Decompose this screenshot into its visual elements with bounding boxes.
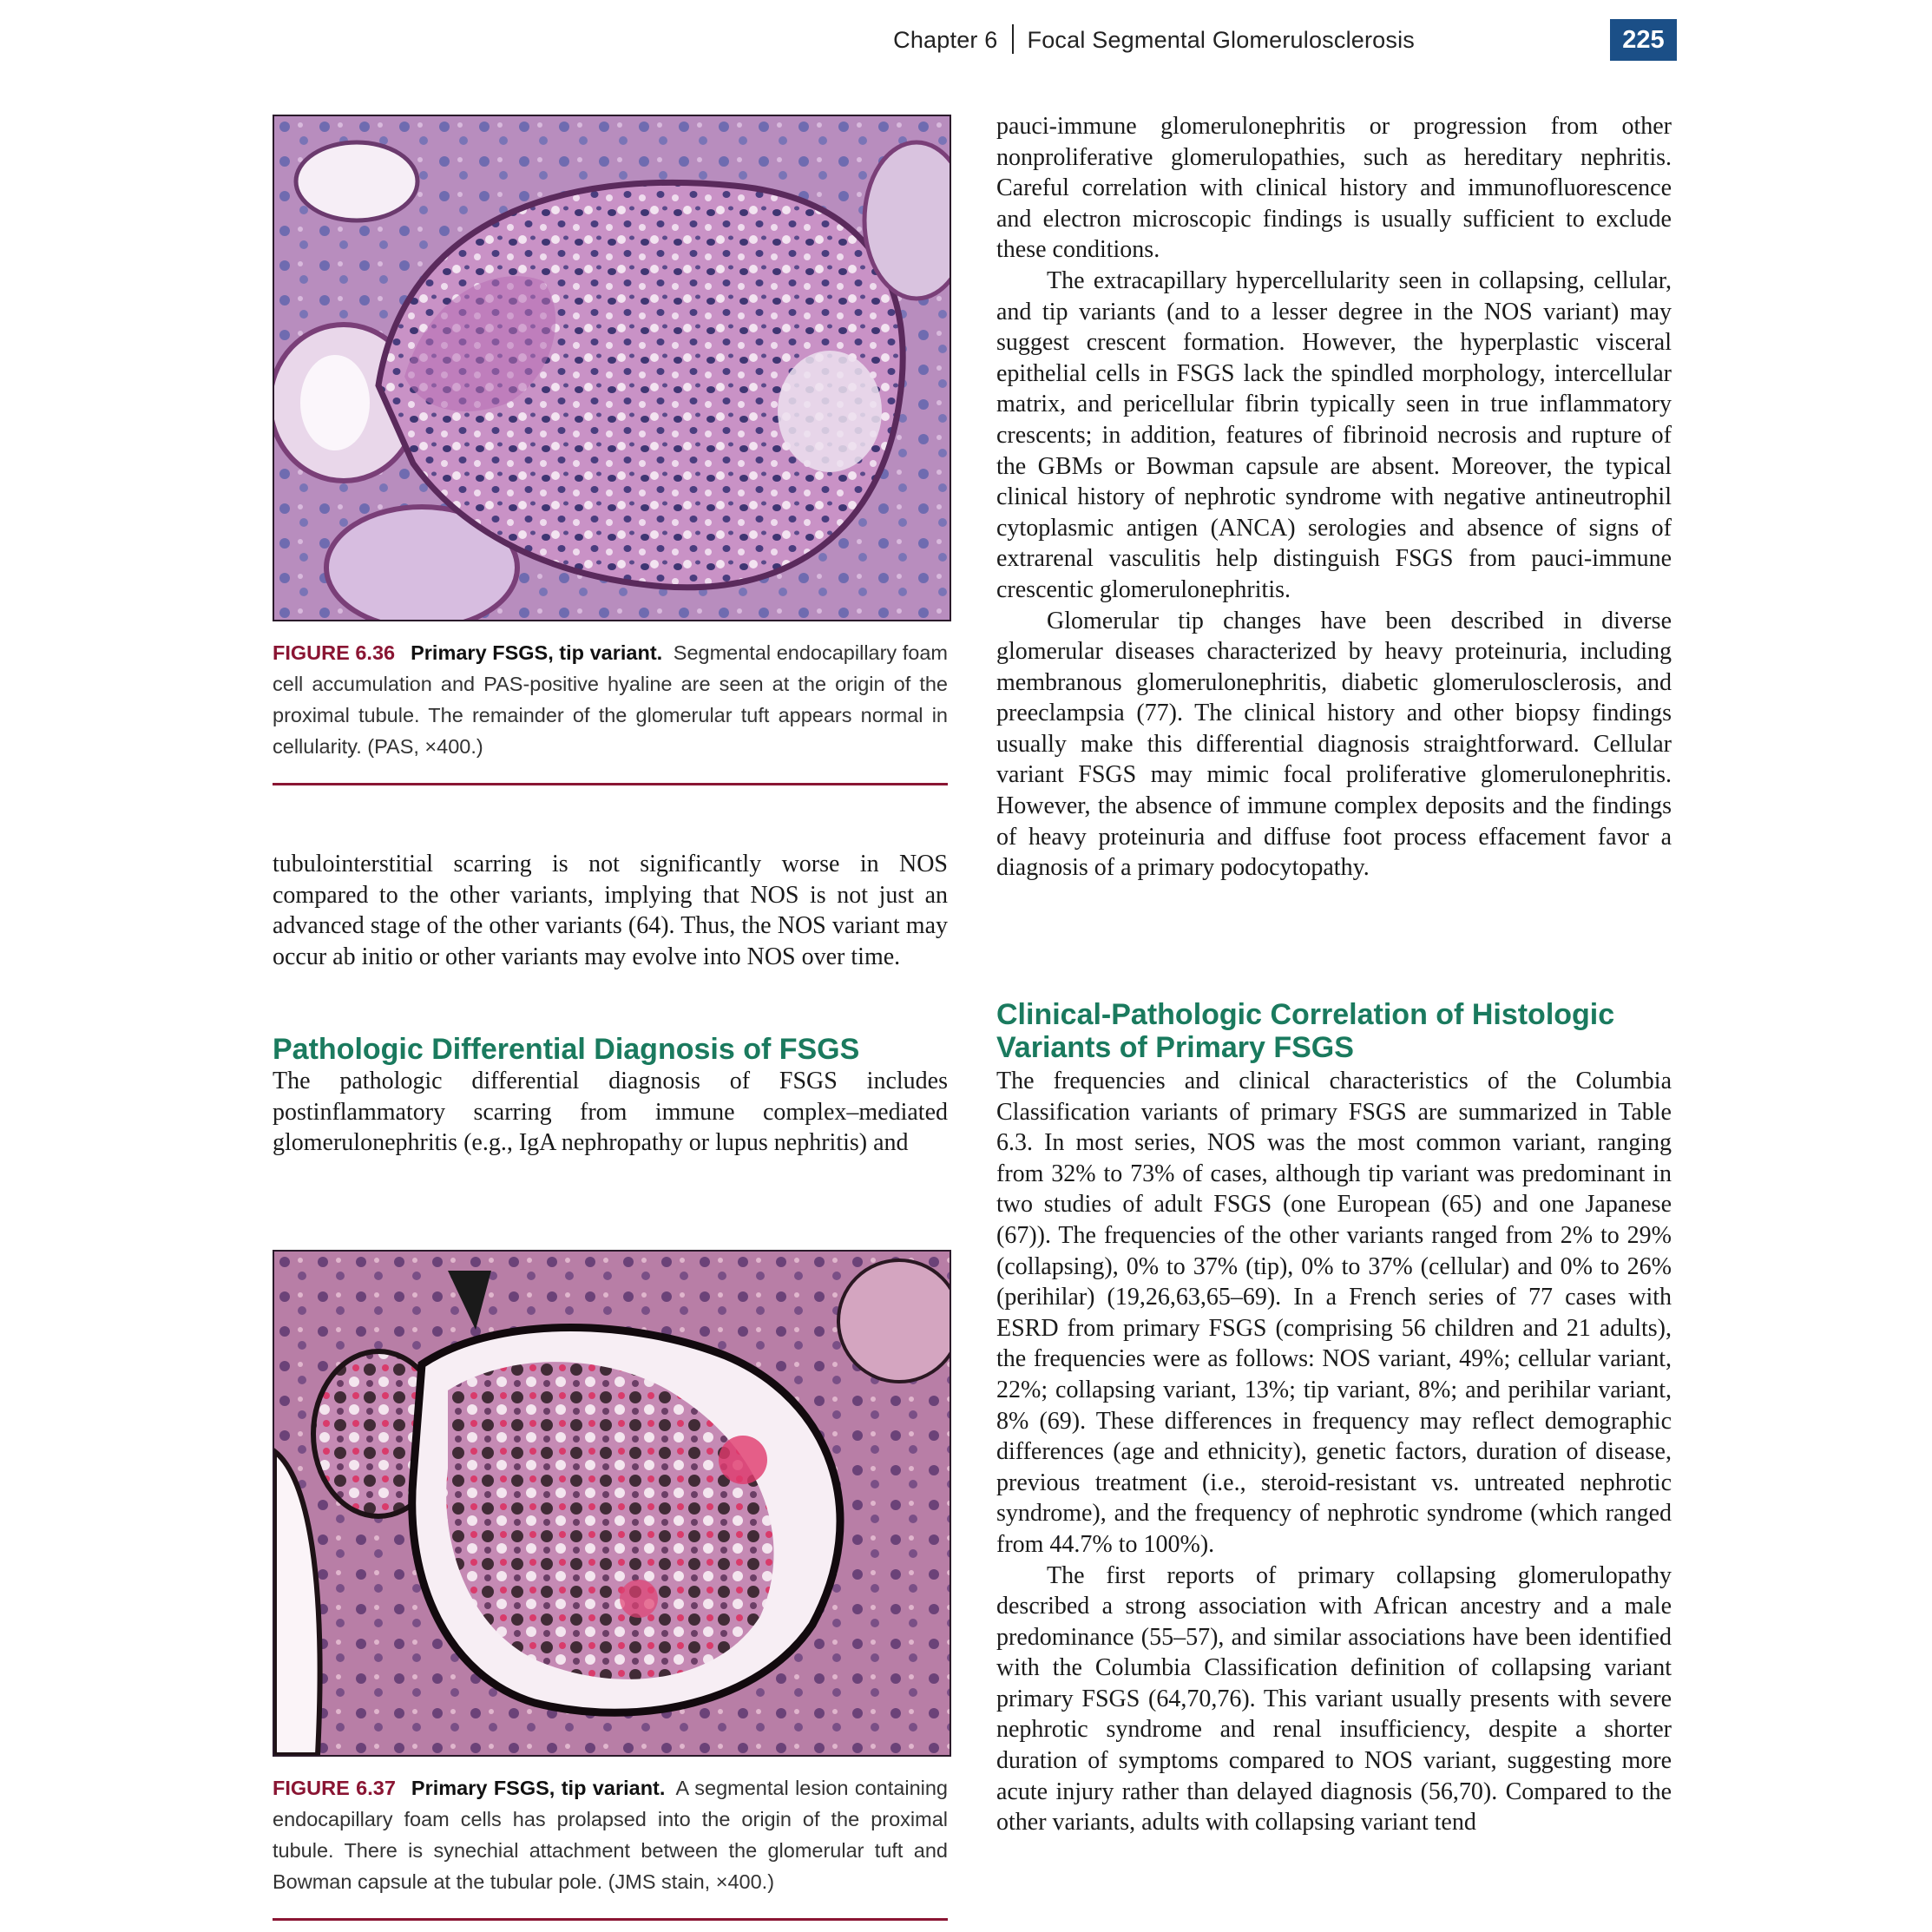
chapter-label	[893, 24, 1415, 54]
left-column-text	[273, 849, 948, 972]
figure-number: FIGURE 6.36	[273, 641, 396, 664]
figure-caption-text: A segmental lesion containing endocapillary foam cells has prolapsed into the origin of the proximal tubule. There is synechial attachment between the glomerular tuft and Bowman capsule at the tubular pole. (JMS stain, ×400.)	[273, 1777, 948, 1893]
caption-divider	[273, 783, 948, 785]
jms-stain-micrograph	[274, 1252, 950, 1755]
section-heading: Pathologic Differential Diagnosis of FSGS	[273, 1033, 860, 1066]
right-column-text	[996, 111, 1672, 884]
figure-title: Primary FSGS, tip variant.	[411, 1777, 666, 1799]
right-column-text-continued	[996, 1066, 1672, 1838]
chapter-title: Focal Segmental Glomerulosclerosis	[1027, 27, 1415, 53]
left-column-text-continued	[273, 1066, 948, 1159]
paragraph: tubulointerstitial scarring is not significantly worse in NOS compared to the other variants, implying that NOS is not just an advanced stage of the other variants (64). Thus, the NOS variant may occur ab initio or other variants may evolve into NOS over time.	[273, 851, 948, 970]
paragraph: pauci-immune glomerulonephritis or progression from other nonproliferative glomerulopathies, such as hereditary nephritis. Careful correlation with clinical history and immunofluorescence and electron microscopic findings is usually sufficient to exclude these conditions.	[996, 113, 1672, 264]
paragraph: The frequencies and clinical characteristics of the Columbia Classification variants of primary FSGS are summarized in Table 6.3. In most series, NOS was the most common variant, ranging from 32% to 73% of cases, although tip variant was predominant in two studies of adult FSGS (one European (65) and one Japanese (67)). The frequencies of the other variants ranged from 2% to 29% (collapsing), 0% to 37% (tip), 0% to 37% (cellular) and 0% to 26% (perihilar) (19,26,63,65–69). In a French series of 77 cases with ESRD from primary FSGS (comprising 56 children and 21 adults), the frequencies were as follows: NOS variant, 49%; cellular variant, 22%; collapsing variant, 13%; tip variant, 8%; and perihilar variant, 8% (69). These differences in frequency may reflect demographic differences (age and ethnicity), genetic factors, duration of disease, previous treatment (i.e., steroid-resistant vs. untreated nephrotic syndrome), and the frequency of nephrotic syndrome (which ranged from 44.7% to 100%).	[996, 1068, 1672, 1558]
figure-number: FIGURE 6.37	[273, 1777, 396, 1799]
figure-6-36-caption	[273, 637, 948, 762]
chapter-number: Chapter 6	[893, 27, 998, 53]
page-number: 225	[1610, 19, 1677, 61]
running-header	[893, 19, 1675, 57]
paragraph: The extracapillary hypercellularity seen in collapsing, cellular, and tip variants (and to a lesser degree in the NOS variant) may suggest crescent formation. However, the hyperplastic visceral epithelial cells in FSGS lack the spindled morphology, intercellular matrix, and pericellular fibrin typically seen in true inflammatory crescents; in addition, features of fibrinoid necrosis and rupture of the GBMs or Bowman capsule are absent. Moreover, the typical clinical history of nephrotic syndrome with negative antineutrophil cytoplasmic antigen (ANCA) serologies and absence of signs of extrarenal vasculitis help distinguish FSGS from pauci-immune crescentic glomerulonephritis.	[996, 266, 1672, 603]
figure-caption-text: Segmental endocapillary foam cell accumulation and PAS-positive hyaline are seen at the origin of the proximal tubule. The remainder of the glomerular tuft appears normal in cellularity. (PAS, ×400.)	[273, 641, 949, 758]
pas-stain-micrograph	[274, 116, 950, 620]
paragraph: Glomerular tip changes have been described in diverse glomerular diseases characterized by heavy proteinuria, including membranous glomerulonephritis, diabetic glomerulosclerosis, and preeclampsia (77). The clinical history and other biopsy findings usually make this differential diagnosis straightforward. Cellular variant FSGS may mimic focal proliferative glomerulonephritis. However, the absence of immune complex deposits and the findings of heavy proteinuria and diffuse foot process effacement favor a diagnosis of a primary podocytopathy.	[996, 607, 1672, 882]
paragraph: The pathologic differential diagnosis of FSGS includes postinflammatory scarring from immune complex–mediated glomerulonephritis (e.g., IgA nephropathy or lupus nephritis) and	[273, 1068, 948, 1157]
caption-divider	[273, 1918, 948, 1921]
figure-6-37-micrograph	[273, 1250, 951, 1757]
figure-title: Primary FSGS, tip variant.	[411, 641, 663, 664]
figure-6-36-micrograph	[273, 115, 951, 621]
section-heading: Clinical-Pathologic Correlation of Histologic Variants of Primary FSGS	[996, 998, 1615, 1064]
paragraph: The first reports of primary collapsing glomerulopathy described a strong association with African ancestry and a male predominance (55–57), and similar associations have been identified with the Columbia Classification definition of collapsing variant primary FSGS (64,70,76). This variant usually presents with severe nephrotic syndrome and renal insufficiency, despite a shorter duration of symptoms compared to NOS variant, suggesting more acute injury rather than delayed diagnosis (56,70). Compared to the other variants, adults with collapsing variant tend	[996, 1561, 1672, 1837]
figure-6-37-caption	[273, 1772, 948, 1897]
header-divider	[1012, 24, 1014, 54]
